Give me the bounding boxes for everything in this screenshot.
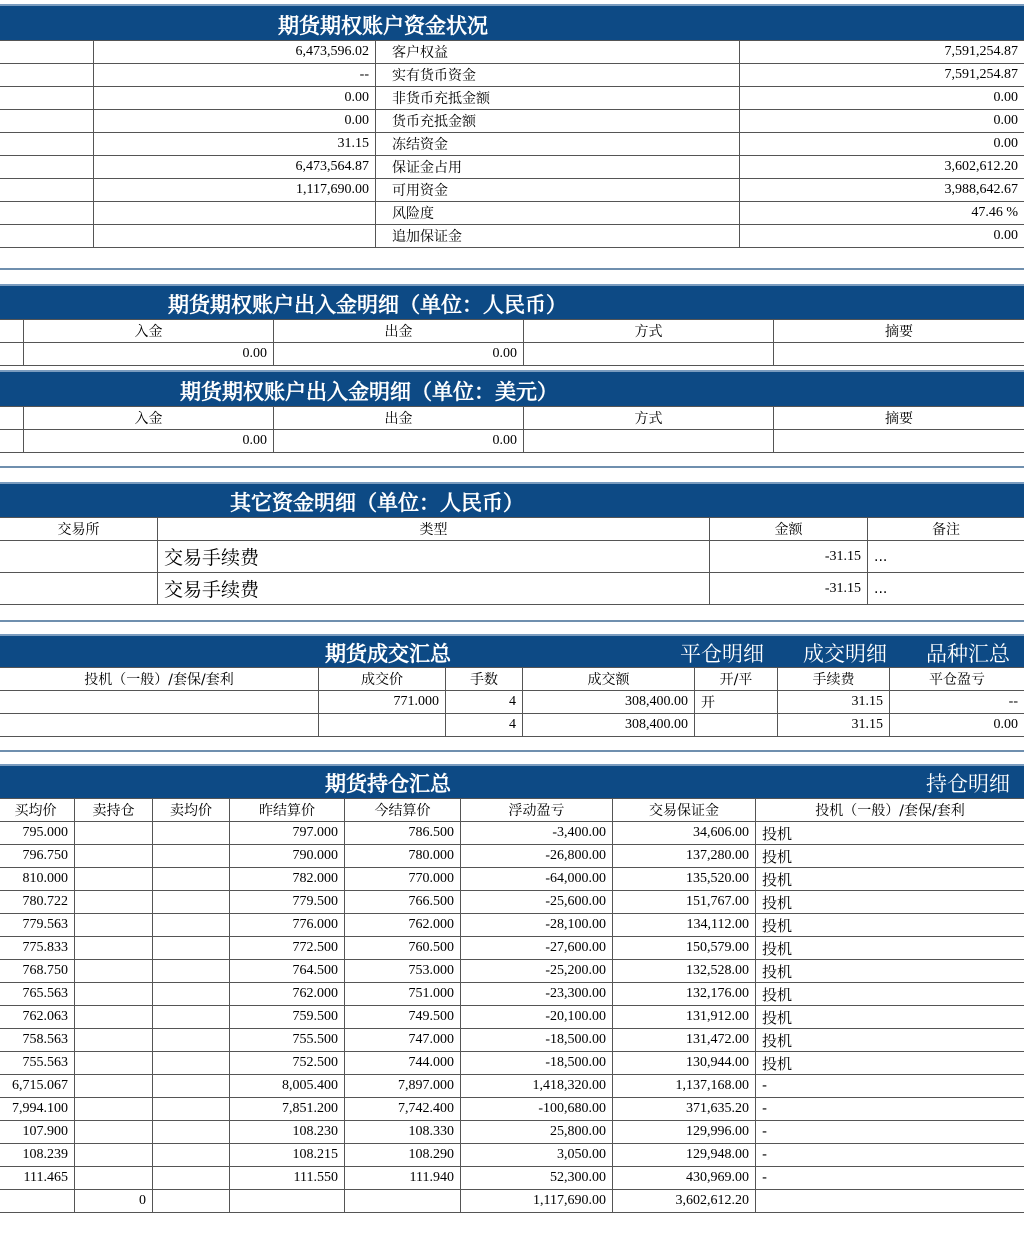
table-row (0, 822, 1024, 845)
position-cell (153, 1121, 230, 1144)
col-header: 金额 (710, 518, 868, 541)
trade-cell: 4 (446, 691, 523, 714)
position-cell: 749.500 (345, 1006, 461, 1029)
right-value: 0.00 (740, 225, 1024, 248)
cny-transfer-table (0, 319, 1024, 366)
position-cell: 762.000 (345, 914, 461, 937)
field-label: 实有货币资金 (376, 64, 740, 87)
position-cell (75, 1098, 153, 1121)
position-summary-title-bar (0, 764, 1024, 798)
position-cell: 111.550 (230, 1167, 345, 1190)
position-cell (153, 1190, 230, 1213)
left-value: 1,117,690.00 (94, 179, 376, 202)
position-cell: 7,851.200 (230, 1098, 345, 1121)
col-header: 交易保证金 (613, 799, 756, 822)
position-cell (153, 914, 230, 937)
col-header: 开/平 (695, 668, 778, 691)
position-cell (153, 1052, 230, 1075)
col-header: 成交价 (319, 668, 446, 691)
col-header: 方式 (524, 320, 774, 343)
usd-transfer-table (0, 406, 1024, 453)
method-value (524, 430, 774, 453)
usd-transfer-title-bar (0, 370, 1024, 406)
right-value: 47.46 % (740, 202, 1024, 225)
trade-cell: -- (890, 691, 1024, 714)
section-title: 其它资金明细（单位：人民币） (230, 491, 524, 515)
position-cell: 132,528.00 (613, 960, 756, 983)
position-cell: 投机 (756, 891, 1024, 914)
exchange-cell (0, 541, 158, 573)
position-cell (153, 1144, 230, 1167)
field-label: 追加保证金 (376, 225, 740, 248)
position-cell: 782.000 (230, 868, 345, 891)
fee-type-cell: 交易手续费 (158, 573, 710, 605)
position-cell: 108.230 (230, 1121, 345, 1144)
right-value: 0.00 (740, 110, 1024, 133)
trade-cell: 0.00 (890, 714, 1024, 737)
trade-cell: 31.15 (778, 714, 890, 737)
position-cell: 投机 (756, 822, 1024, 845)
position-cell: 投机 (756, 868, 1024, 891)
position-cell (75, 1006, 153, 1029)
position-cell: -3,400.00 (461, 822, 613, 845)
position-cell: 775.833 (0, 937, 75, 960)
table-row (0, 110, 1024, 133)
right-value: 0.00 (740, 133, 1024, 156)
right-value: 3,602,612.20 (740, 156, 1024, 179)
position-cell: -18,500.00 (461, 1029, 613, 1052)
position-cell: 779.500 (230, 891, 345, 914)
section-title: 期货期权账户出入金明细（单位：人民币） (168, 293, 567, 317)
position-cell (153, 868, 230, 891)
table-row (0, 937, 1024, 960)
position-cell (75, 937, 153, 960)
position-cell: 7,897.000 (345, 1075, 461, 1098)
position-cell: -23,300.00 (461, 983, 613, 1006)
col-header: 卖持仓 (75, 799, 153, 822)
position-cell: - (756, 1121, 1024, 1144)
section-title: 期货持仓汇总 (325, 772, 451, 796)
table-row (0, 1144, 1024, 1167)
row-handle (0, 407, 24, 430)
position-cell: 797.000 (230, 822, 345, 845)
position-cell: 766.500 (345, 891, 461, 914)
position-cell (75, 822, 153, 845)
position-cell (153, 1006, 230, 1029)
position-cell: 796.750 (0, 845, 75, 868)
right-value: 3,988,642.67 (740, 179, 1024, 202)
position-cell: - (756, 1144, 1024, 1167)
position-summary-table (0, 798, 1024, 1213)
table-row (0, 960, 1024, 983)
position-cell: 134,112.00 (613, 914, 756, 937)
position-cell: 1,117,690.00 (461, 1190, 613, 1213)
position-cell: 758.563 (0, 1029, 75, 1052)
table-row (0, 914, 1024, 937)
account-funds-table (0, 40, 1024, 248)
position-cell: 52,300.00 (461, 1167, 613, 1190)
position-cell: 1,418,320.00 (461, 1075, 613, 1098)
close-detail-link[interactable]: 平仓明细 (680, 642, 764, 666)
position-cell: -27,600.00 (461, 937, 613, 960)
row-handle (0, 87, 94, 110)
position-cell (345, 1190, 461, 1213)
position-cell (75, 868, 153, 891)
trade-detail-link[interactable]: 成交明细 (803, 642, 887, 666)
table-row (0, 1190, 1024, 1213)
position-cell: 768.750 (0, 960, 75, 983)
position-cell: 795.000 (0, 822, 75, 845)
position-cell: 776.000 (230, 914, 345, 937)
exchange-cell (0, 573, 158, 605)
position-cell: 108.290 (345, 1144, 461, 1167)
left-value: 0.00 (94, 87, 376, 110)
left-value: 31.15 (94, 133, 376, 156)
table-row (0, 1121, 1024, 1144)
position-cell (75, 960, 153, 983)
position-cell: 755.563 (0, 1052, 75, 1075)
row-handle (0, 110, 94, 133)
col-header: 平仓盈亏 (890, 668, 1024, 691)
position-cell: -100,680.00 (461, 1098, 613, 1121)
position-cell: 投机 (756, 1029, 1024, 1052)
cny-transfer-title-bar (0, 284, 1024, 319)
amount-cell: -31.15 (710, 541, 868, 573)
table-row (0, 1098, 1024, 1121)
table-row (0, 156, 1024, 179)
position-cell (75, 1144, 153, 1167)
position-cell: 744.000 (345, 1052, 461, 1075)
position-cell (75, 1029, 153, 1052)
position-cell: 790.000 (230, 845, 345, 868)
table-row (0, 202, 1024, 225)
deposit-value: 0.00 (24, 343, 274, 366)
table-row (0, 1167, 1024, 1190)
position-cell: 371,635.20 (613, 1098, 756, 1121)
header-row (0, 668, 1024, 691)
position-cell (75, 983, 153, 1006)
position-cell: 762.063 (0, 1006, 75, 1029)
field-label: 货币充抵金额 (376, 110, 740, 133)
row-handle (0, 202, 94, 225)
col-header: 投机（一般）/套保/套利 (756, 799, 1024, 822)
table-row (0, 64, 1024, 87)
table-row (0, 1029, 1024, 1052)
position-cell (75, 1167, 153, 1190)
position-cell: 投机 (756, 960, 1024, 983)
position-cell (75, 1075, 153, 1098)
position-cell: 3,050.00 (461, 1144, 613, 1167)
col-header: 摘要 (774, 320, 1024, 343)
position-cell: -25,600.00 (461, 891, 613, 914)
row-handle (0, 64, 94, 87)
position-cell: 34,606.00 (613, 822, 756, 845)
field-label: 客户权益 (376, 41, 740, 64)
position-cell: 111.940 (345, 1167, 461, 1190)
position-cell: - (756, 1167, 1024, 1190)
table-row (0, 1052, 1024, 1075)
summary-value (774, 430, 1024, 453)
col-header: 出金 (274, 407, 524, 430)
position-cell: 投机 (756, 1006, 1024, 1029)
col-header: 备注 (868, 518, 1024, 541)
position-cell (75, 914, 153, 937)
field-label: 风险度 (376, 202, 740, 225)
product-summary-link[interactable]: 品种汇总 (926, 642, 1010, 666)
position-cell: 7,994.100 (0, 1098, 75, 1121)
position-cell: 762.000 (230, 983, 345, 1006)
trade-cell (319, 714, 446, 737)
trade-cell: 308,400.00 (523, 714, 695, 737)
position-cell: 投机 (756, 914, 1024, 937)
col-header: 交易所 (0, 518, 158, 541)
position-cell: -28,100.00 (461, 914, 613, 937)
position-cell: -20,100.00 (461, 1006, 613, 1029)
position-cell: 0 (75, 1190, 153, 1213)
note-cell: ... (868, 573, 1024, 605)
position-cell: 765.563 (0, 983, 75, 1006)
position-cell (153, 1075, 230, 1098)
account-funds-title-bar (0, 4, 1024, 40)
table-row (0, 868, 1024, 891)
position-cell: 111.465 (0, 1167, 75, 1190)
table-row (0, 133, 1024, 156)
table-row (0, 41, 1024, 64)
position-cell (75, 845, 153, 868)
trade-cell: 308,400.00 (523, 691, 695, 714)
position-cell: 3,602,612.20 (613, 1190, 756, 1213)
header-row (0, 799, 1024, 822)
position-cell: 755.500 (230, 1029, 345, 1052)
position-cell: 投机 (756, 937, 1024, 960)
position-cell: 810.000 (0, 868, 75, 891)
note-cell: ... (868, 541, 1024, 573)
left-value: 6,473,596.02 (94, 41, 376, 64)
position-cell: 747.000 (345, 1029, 461, 1052)
position-cell: 129,996.00 (613, 1121, 756, 1144)
row-handle (0, 343, 24, 366)
position-cell: 752.500 (230, 1052, 345, 1075)
right-value: 0.00 (740, 87, 1024, 110)
row-handle (0, 156, 94, 179)
table-row (0, 1006, 1024, 1029)
position-cell: 1,137,168.00 (613, 1075, 756, 1098)
col-header: 入金 (24, 320, 274, 343)
row-handle (0, 320, 24, 343)
right-value: 7,591,254.87 (740, 41, 1024, 64)
col-header: 方式 (524, 407, 774, 430)
row-handle (0, 133, 94, 156)
position-cell (153, 1029, 230, 1052)
table-row (0, 87, 1024, 110)
position-cell: -26,800.00 (461, 845, 613, 868)
position-cell (230, 1190, 345, 1213)
field-label: 可用资金 (376, 179, 740, 202)
field-label: 保证金占用 (376, 156, 740, 179)
position-cell: -18,500.00 (461, 1052, 613, 1075)
col-header: 手数 (446, 668, 523, 691)
row-handle (0, 430, 24, 453)
col-header: 今结算价 (345, 799, 461, 822)
row-handle (0, 41, 94, 64)
field-label: 冻结资金 (376, 133, 740, 156)
position-cell (153, 1098, 230, 1121)
position-cell: -64,000.00 (461, 868, 613, 891)
position-cell: 786.500 (345, 822, 461, 845)
trade-summary-title-bar (0, 634, 1024, 667)
position-cell: 137,280.00 (613, 845, 756, 868)
table-row (0, 845, 1024, 868)
position-cell: 108.239 (0, 1144, 75, 1167)
table-row (0, 891, 1024, 914)
left-value: 0.00 (94, 110, 376, 133)
col-header: 昨结算价 (230, 799, 345, 822)
position-cell: 770.000 (345, 868, 461, 891)
position-cell (0, 1190, 75, 1213)
position-cell: 131,912.00 (613, 1006, 756, 1029)
trade-cell: 771.000 (319, 691, 446, 714)
position-cell (75, 1121, 153, 1144)
right-value: 7,591,254.87 (740, 64, 1024, 87)
fee-type-cell: 交易手续费 (158, 541, 710, 573)
position-cell: 6,715.067 (0, 1075, 75, 1098)
position-cell: 430,969.00 (613, 1167, 756, 1190)
position-cell: 投机 (756, 1052, 1024, 1075)
position-cell (756, 1190, 1024, 1213)
divider (0, 620, 1024, 622)
position-cell: - (756, 1098, 1024, 1121)
trade-cell (0, 691, 319, 714)
trade-summary-table (0, 667, 1024, 737)
position-cell: 764.500 (230, 960, 345, 983)
position-cell: 投机 (756, 983, 1024, 1006)
position-cell (153, 891, 230, 914)
table-row (0, 225, 1024, 248)
col-header: 类型 (158, 518, 710, 541)
deposit-value: 0.00 (24, 430, 274, 453)
section-title: 期货期权账户资金状况 (278, 14, 488, 38)
position-cell (153, 983, 230, 1006)
divider (0, 466, 1024, 468)
position-cell: 25,800.00 (461, 1121, 613, 1144)
position-cell (153, 1167, 230, 1190)
table-row (0, 691, 1024, 714)
position-cell: 751.000 (345, 983, 461, 1006)
position-cell (75, 891, 153, 914)
position-cell: 772.500 (230, 937, 345, 960)
trade-cell (0, 714, 319, 737)
position-detail-link[interactable]: 持仓明细 (926, 772, 1010, 796)
position-cell: 8,005.400 (230, 1075, 345, 1098)
position-cell: 780.000 (345, 845, 461, 868)
position-cell: 129,948.00 (613, 1144, 756, 1167)
row-handle (0, 225, 94, 248)
row-handle (0, 179, 94, 202)
position-cell: 107.900 (0, 1121, 75, 1144)
position-cell (153, 845, 230, 868)
position-cell (153, 937, 230, 960)
withdraw-value: 0.00 (274, 343, 524, 366)
divider (0, 750, 1024, 752)
amount-cell: -31.15 (710, 573, 868, 605)
position-cell: 760.500 (345, 937, 461, 960)
left-value (94, 225, 376, 248)
trade-cell: 开 (695, 691, 778, 714)
col-header: 手续费 (778, 668, 890, 691)
position-cell: -25,200.00 (461, 960, 613, 983)
position-cell: 132,176.00 (613, 983, 756, 1006)
col-header: 摘要 (774, 407, 1024, 430)
method-value (524, 343, 774, 366)
position-cell: 779.563 (0, 914, 75, 937)
summary-value (774, 343, 1024, 366)
trade-cell: 31.15 (778, 691, 890, 714)
position-cell: 780.722 (0, 891, 75, 914)
withdraw-value: 0.00 (274, 430, 524, 453)
col-header: 投机（一般）/套保/套利 (0, 668, 319, 691)
trade-cell: 4 (446, 714, 523, 737)
col-header: 浮动盈亏 (461, 799, 613, 822)
position-cell: 135,520.00 (613, 868, 756, 891)
position-cell: 投机 (756, 845, 1024, 868)
position-cell (153, 822, 230, 845)
position-cell: 151,767.00 (613, 891, 756, 914)
left-value: -- (94, 64, 376, 87)
left-value: 6,473,564.87 (94, 156, 376, 179)
position-cell: 131,472.00 (613, 1029, 756, 1052)
position-cell: 7,742.400 (345, 1098, 461, 1121)
position-cell: 108.330 (345, 1121, 461, 1144)
table-row (0, 179, 1024, 202)
divider (0, 268, 1024, 270)
col-header: 卖均价 (153, 799, 230, 822)
col-header: 买均价 (0, 799, 75, 822)
col-header: 成交额 (523, 668, 695, 691)
trade-cell (695, 714, 778, 737)
position-cell (153, 960, 230, 983)
left-value (94, 202, 376, 225)
section-title: 期货期权账户出入金明细（单位：美元） (180, 380, 558, 404)
position-cell: 759.500 (230, 1006, 345, 1029)
section-title: 期货成交汇总 (325, 642, 451, 666)
position-cell: 130,944.00 (613, 1052, 756, 1075)
field-label: 非货币充抵金额 (376, 87, 740, 110)
table-row (0, 1075, 1024, 1098)
position-cell (75, 1052, 153, 1075)
position-cell: 108.215 (230, 1144, 345, 1167)
table-row (0, 983, 1024, 1006)
table-row (0, 714, 1024, 737)
position-cell: 753.000 (345, 960, 461, 983)
position-cell: - (756, 1075, 1024, 1098)
other-funds-title-bar (0, 482, 1024, 517)
col-header: 出金 (274, 320, 524, 343)
other-funds-table (0, 517, 1024, 605)
col-header: 入金 (24, 407, 274, 430)
position-cell: 150,579.00 (613, 937, 756, 960)
